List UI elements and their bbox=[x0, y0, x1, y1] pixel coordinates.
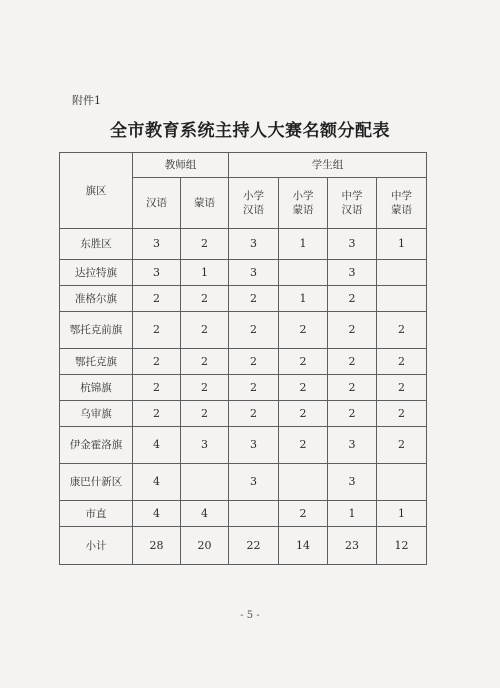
quota-cell: 4 bbox=[133, 501, 181, 527]
quota-cell: 4 bbox=[181, 501, 229, 527]
region-name-cell: 鄂托克前旗 bbox=[60, 312, 133, 349]
table-row bbox=[60, 464, 427, 501]
quota-cell bbox=[377, 260, 427, 286]
quota-cell: 2 bbox=[279, 501, 328, 527]
region-name-cell: 杭锦旗 bbox=[60, 375, 133, 401]
quota-cell: 3 bbox=[229, 229, 279, 260]
table-row bbox=[60, 286, 427, 312]
quota-cell: 3 bbox=[328, 464, 377, 501]
quota-cell: 2 bbox=[133, 375, 181, 401]
quota-cell: 23 bbox=[328, 527, 377, 565]
subtotal-row bbox=[60, 527, 427, 565]
quota-cell: 1 bbox=[377, 501, 427, 527]
quota-cell: 2 bbox=[229, 401, 279, 427]
region-name-cell: 鄂托克旗 bbox=[60, 349, 133, 375]
quota-cell: 1 bbox=[279, 286, 328, 312]
quota-cell: 2 bbox=[181, 349, 229, 375]
quota-cell: 2 bbox=[181, 375, 229, 401]
quota-cell bbox=[279, 464, 328, 501]
region-name-cell: 准格尔旗 bbox=[60, 286, 133, 312]
quota-cell bbox=[229, 501, 279, 527]
quota-cell bbox=[377, 286, 427, 312]
attachment-label: 附件1 bbox=[72, 94, 101, 107]
page-number: - 5 - bbox=[240, 610, 260, 621]
table-row bbox=[60, 312, 427, 349]
quota-cell: 1 bbox=[377, 229, 427, 260]
quota-cell: 3 bbox=[133, 260, 181, 286]
quota-cell: 2 bbox=[377, 427, 427, 464]
quota-cell: 4 bbox=[133, 427, 181, 464]
table-row bbox=[60, 229, 427, 260]
quota-cell: 2 bbox=[328, 286, 377, 312]
quota-cell bbox=[181, 464, 229, 501]
quota-cell bbox=[377, 464, 427, 501]
quota-cell: 4 bbox=[133, 464, 181, 501]
quota-cell: 2 bbox=[328, 349, 377, 375]
table-row bbox=[60, 501, 427, 527]
quota-cell: 3 bbox=[328, 260, 377, 286]
quota-cell: 2 bbox=[279, 312, 328, 349]
subheader-cell: 小学 汉语 bbox=[229, 178, 279, 229]
quota-cell: 1 bbox=[328, 501, 377, 527]
quota-cell: 2 bbox=[229, 286, 279, 312]
region-name-cell: 市直 bbox=[60, 501, 133, 527]
quota-cell: 2 bbox=[328, 312, 377, 349]
allocation-table bbox=[59, 152, 427, 565]
table-row bbox=[60, 427, 427, 464]
quota-cell: 2 bbox=[181, 312, 229, 349]
table-row bbox=[60, 260, 427, 286]
table-row bbox=[60, 401, 427, 427]
quota-cell: 3 bbox=[229, 427, 279, 464]
quota-cell: 3 bbox=[133, 229, 181, 260]
quota-cell: 2 bbox=[377, 375, 427, 401]
region-name-cell: 达拉特旗 bbox=[60, 260, 133, 286]
document-title: 全市教育系统主持人大赛名额分配表 bbox=[110, 121, 390, 141]
subheader-cell: 中学 汉语 bbox=[328, 178, 377, 229]
quota-cell: 3 bbox=[328, 427, 377, 464]
region-column-header: 旗区 bbox=[60, 153, 133, 229]
quota-cell: 2 bbox=[279, 375, 328, 401]
quota-cell: 1 bbox=[181, 260, 229, 286]
subheader-cell: 中学 蒙语 bbox=[377, 178, 427, 229]
quota-cell: 1 bbox=[279, 229, 328, 260]
quota-cell: 3 bbox=[328, 229, 377, 260]
quota-cell: 2 bbox=[133, 312, 181, 349]
quota-cell: 2 bbox=[377, 312, 427, 349]
region-name-cell: 乌审旗 bbox=[60, 401, 133, 427]
quota-cell: 2 bbox=[377, 349, 427, 375]
quota-cell: 2 bbox=[229, 312, 279, 349]
region-name-cell: 康巴什新区 bbox=[60, 464, 133, 501]
teacher-group-header: 教师组 bbox=[133, 153, 229, 178]
region-name-cell: 小计 bbox=[60, 527, 133, 565]
student-group-header: 学生组 bbox=[229, 153, 427, 178]
quota-cell: 2 bbox=[279, 349, 328, 375]
quota-cell: 2 bbox=[279, 401, 328, 427]
quota-cell: 2 bbox=[181, 229, 229, 260]
quota-cell: 2 bbox=[229, 375, 279, 401]
quota-cell: 2 bbox=[328, 401, 377, 427]
quota-cell: 2 bbox=[181, 401, 229, 427]
quota-cell: 20 bbox=[181, 527, 229, 565]
quota-cell: 3 bbox=[181, 427, 229, 464]
quota-cell: 28 bbox=[133, 527, 181, 565]
region-name-cell: 伊金霍洛旗 bbox=[60, 427, 133, 464]
quota-cell: 14 bbox=[279, 527, 328, 565]
quota-cell bbox=[279, 260, 328, 286]
subheader-cell: 蒙语 bbox=[181, 178, 229, 229]
quota-cell: 22 bbox=[229, 527, 279, 565]
table-body bbox=[60, 229, 427, 565]
quota-cell: 2 bbox=[279, 427, 328, 464]
region-name-cell: 东胜区 bbox=[60, 229, 133, 260]
quota-cell: 12 bbox=[377, 527, 427, 565]
subheader-cell: 汉语 bbox=[133, 178, 181, 229]
subheader-cell: 小学 蒙语 bbox=[279, 178, 328, 229]
quota-cell: 2 bbox=[133, 286, 181, 312]
quota-cell: 2 bbox=[133, 401, 181, 427]
quota-cell: 2 bbox=[133, 349, 181, 375]
quota-cell: 3 bbox=[229, 260, 279, 286]
table-row bbox=[60, 375, 427, 401]
quota-cell: 2 bbox=[181, 286, 229, 312]
table-row bbox=[60, 349, 427, 375]
quota-cell: 2 bbox=[328, 375, 377, 401]
quota-cell: 2 bbox=[377, 401, 427, 427]
quota-cell: 3 bbox=[229, 464, 279, 501]
quota-cell: 2 bbox=[229, 349, 279, 375]
